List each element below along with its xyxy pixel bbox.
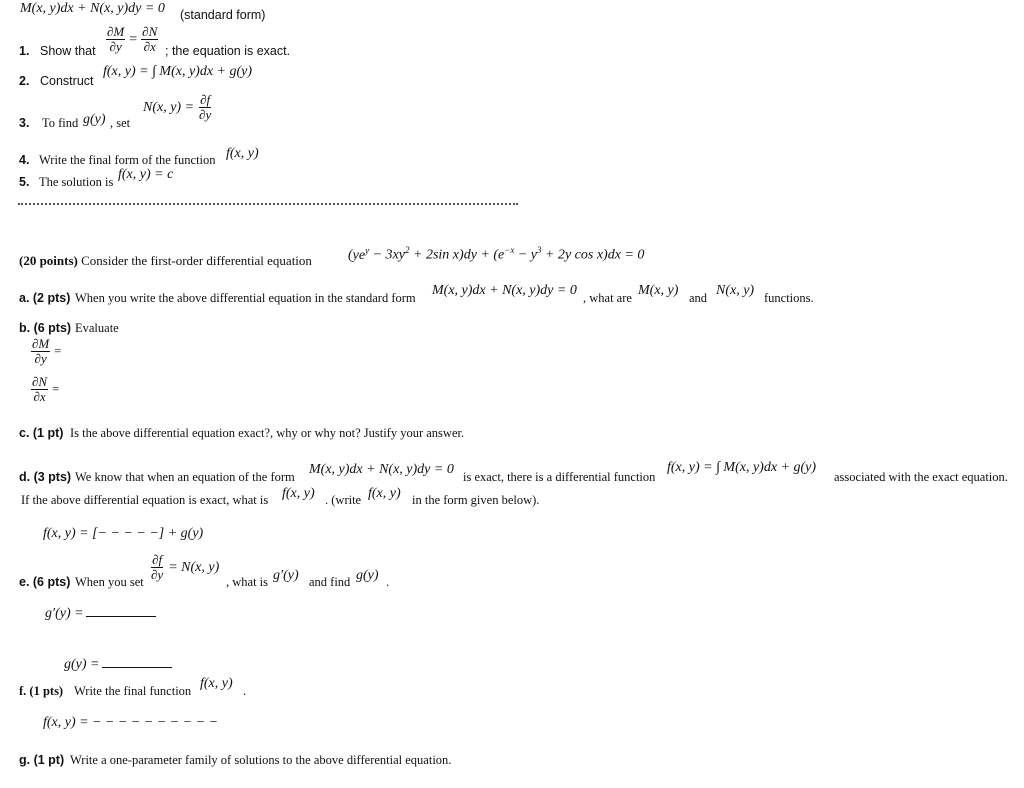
dM-dy-fraction: $\frac{\partial M}{\partial y}$ bbox=[107, 24, 125, 54]
part-d-standard-form: M(x, y)dx + N(x, y)dy = 0 bbox=[309, 462, 454, 477]
part-g-text: Write a one-parameter family of solutions to the above differential equation. bbox=[70, 753, 452, 767]
part-c-label: c. (1 pt) bbox=[19, 426, 64, 440]
step-4-number: 4. bbox=[19, 153, 30, 167]
part-d-line2c: in the form given below). bbox=[412, 493, 540, 507]
part-g-label: g. (1 pt) bbox=[19, 753, 65, 767]
part-f-period: . bbox=[243, 684, 247, 698]
part-f-fxy: f(x, y) bbox=[200, 676, 233, 691]
part-d-label: d. (3 pts) bbox=[19, 470, 72, 484]
part-d-text: We know that when an equation of the form bbox=[75, 470, 295, 484]
part-e-label: e. (6 pts) bbox=[19, 575, 71, 589]
step-3-g: g(y) bbox=[83, 112, 106, 127]
part-e-gprime: g′(y) bbox=[273, 568, 299, 583]
part-a-standard-form: M(x, y)dx + N(x, y)dy = 0 bbox=[432, 283, 577, 298]
step-2-formula: f(x, y) = ∫ M(x, y)dx + g(y) bbox=[103, 64, 253, 79]
part-e-and: and find bbox=[309, 575, 351, 589]
part-d-text2: is exact, there is a differential function bbox=[463, 470, 656, 484]
part-a-text2: , what are bbox=[583, 291, 632, 305]
part-d-fxy: f(x, y) bbox=[282, 486, 315, 501]
problem-header: (20 points) Consider the first-order differential equation bbox=[19, 253, 312, 268]
part-a-label: a. (2 pts) bbox=[19, 291, 71, 305]
part-e-period: . bbox=[386, 575, 390, 589]
part-d-line2a: If the above differential equation is exact, what is bbox=[21, 493, 269, 507]
part-f-label: f. (1 pts) bbox=[19, 684, 64, 698]
step-1-text: Show that bbox=[40, 44, 96, 58]
step-4-formula: f(x, y) bbox=[226, 146, 259, 161]
part-e-text2: , what is bbox=[226, 575, 269, 589]
step-2-text: Construct bbox=[40, 74, 94, 88]
part-e-g: g(y) bbox=[356, 568, 379, 583]
part-b-dN-dx: $\frac{\partial N}{\partial x}$ = bbox=[32, 374, 60, 404]
dotted-divider bbox=[18, 203, 518, 205]
part-d-function: f(x, y) = ∫ M(x, y)dx + g(y) bbox=[667, 460, 817, 475]
part-b-label: b. (6 pts) bbox=[19, 321, 72, 335]
step-5-formula: f(x, y) = c bbox=[118, 167, 174, 182]
dN-dx-fraction: $\frac{\partial N}{\partial x}$ bbox=[142, 24, 158, 54]
part-a-N: N(x, y) bbox=[716, 283, 755, 298]
part-b-dM-dy: $\frac{\partial M}{\partial y}$ = bbox=[32, 336, 62, 366]
step-1-number: 1. bbox=[19, 44, 30, 58]
part-f-answer-line: f(x, y) = − − − − − − − − − − bbox=[43, 715, 219, 730]
part-e-df-dy: $\frac{\partial f}{\partial y}$ = N(x, y) bbox=[151, 552, 220, 582]
part-f-text: Write the final function bbox=[74, 684, 192, 698]
part-e-g-answer: g(y) = bbox=[64, 656, 172, 672]
step-3-formula: N(x, y) = $\frac{\partial f}{\partial y}$ bbox=[143, 92, 212, 122]
step-5-number: 5. bbox=[19, 175, 30, 189]
part-b-text: Evaluate bbox=[75, 321, 119, 335]
step-3-number: 3. bbox=[19, 116, 30, 130]
partial-equality: $\frac{\partial M}{\partial y}$ = $\frac{\partial N}{\partial x}$ bbox=[107, 24, 158, 54]
part-a-M: M(x, y) bbox=[638, 283, 679, 298]
part-d-line2b: . (write bbox=[325, 493, 362, 507]
part-d-form: f(x, y) = [− − − − −] + g(y) bbox=[43, 526, 204, 541]
df-dy-fraction: $\frac{\partial f}{\partial y}$ bbox=[199, 92, 212, 122]
part-e-text: When you set bbox=[75, 575, 144, 589]
part-a-text3: functions. bbox=[764, 291, 814, 305]
step-3-set: , set bbox=[110, 116, 131, 130]
part-e-gprime-answer: g′(y) = bbox=[45, 605, 156, 621]
part-c-text: Is the above differential equation exact?, why or why not? Justify your answer. bbox=[70, 426, 465, 440]
step-4-text: Write the final form of the function bbox=[39, 153, 216, 167]
problem-equation: ($ye^y - 3xy^2 + 2\sin$ $x)dy + (e^{-x} - y^3 + 2y$ cos x)dx = 0 bbox=[348, 245, 645, 263]
part-a-and: and bbox=[689, 291, 708, 305]
standard-form-label: (standard form) bbox=[180, 8, 266, 22]
step-2-number: 2. bbox=[19, 74, 30, 88]
part-d-fxy2: f(x, y) bbox=[368, 486, 401, 501]
step-1-rest: ; the equation is exact. bbox=[165, 44, 291, 58]
standard-form-equation: M(x, y)dx + N(x, y)dy = 0 bbox=[20, 1, 165, 16]
step-3-text: To find bbox=[42, 116, 79, 130]
part-a-text: When you write the above differential equation in the standard form bbox=[75, 291, 416, 305]
step-5-text: The solution is bbox=[39, 175, 114, 189]
part-d-text3: associated with the exact equation. bbox=[834, 470, 1008, 484]
